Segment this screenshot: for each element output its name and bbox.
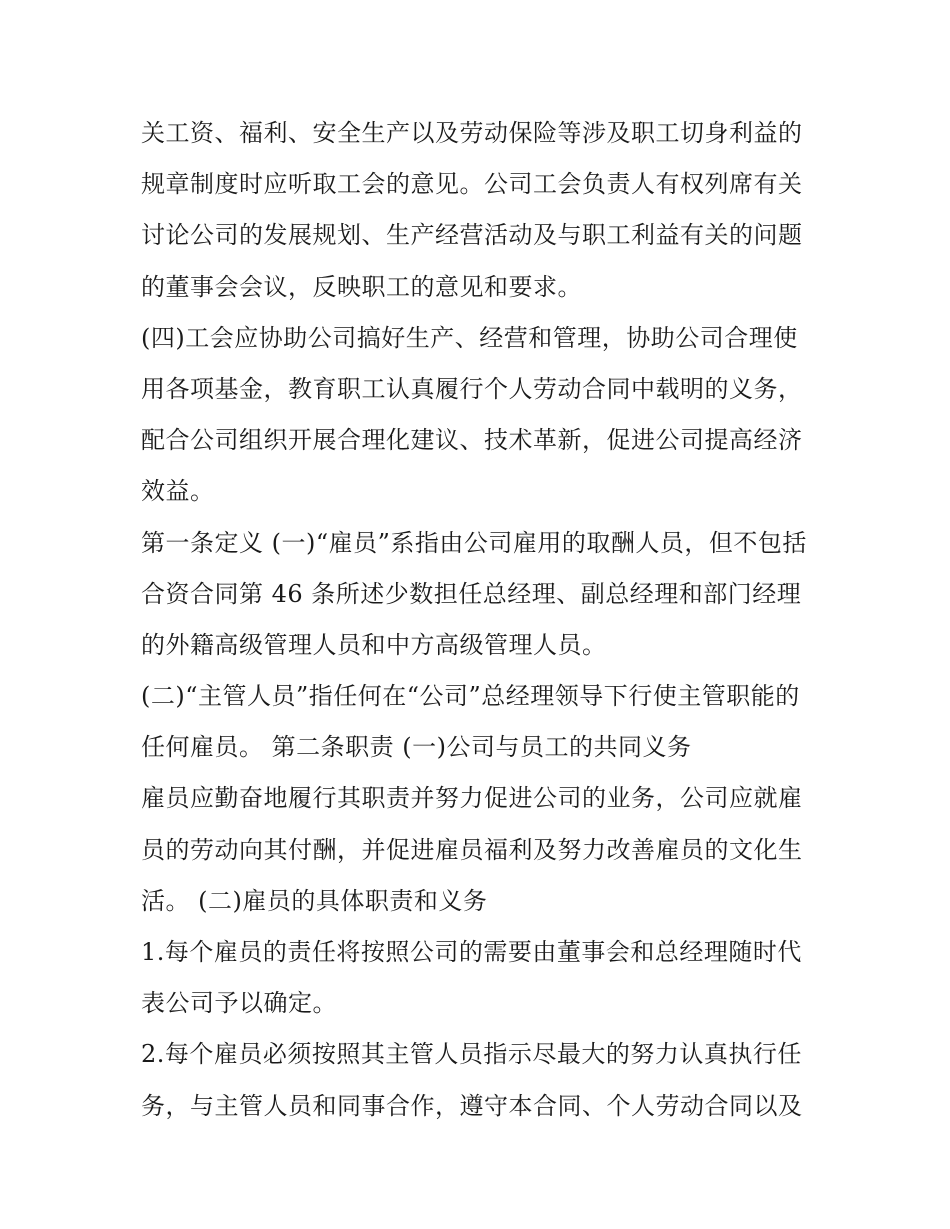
- text-line: 务，与主管人员和同事合作，遵守本合同、个人劳动合同以及: [141, 1091, 803, 1120]
- text-line: 雇员应勤奋地履行其职责并努力促进公司的业务，公司应就雇: [141, 784, 803, 813]
- text-line: 活。 (二)雇员的具体职责和义务: [141, 886, 488, 915]
- text-line: 表公司予以确定。: [141, 989, 337, 1018]
- text-line: (二)“主管人员”指任何在“公司”总经理领导下行使主管职能的: [141, 682, 800, 711]
- text-line: 的董事会会议，反映职工的意见和要求。: [141, 272, 582, 301]
- text-line: 2.每个雇员必须按照其主管人员指示尽最大的努力认真执行任: [141, 1040, 802, 1069]
- text-line: 规章制度时应听取工会的意见。公司工会负责人有权列席有关: [141, 170, 803, 199]
- text-line: 任何雇员。 第二条职责 (一)公司与员工的共同义务: [141, 733, 692, 762]
- text-line: 关工资、福利、安全生产以及劳动保险等涉及职工切身利益的: [141, 119, 803, 147]
- text-line: 员的劳动向其付酬，并促进雇员福利及努力改善雇员的文化生: [141, 835, 803, 864]
- text-line: (四)工会应协助公司搞好生产、经营和管理，协助公司合理使: [141, 323, 798, 352]
- text-line: 第一条定义 (一)“雇员”系指由公司雇用的取酬人员，但不包括: [141, 528, 807, 557]
- text-line: 效益。: [141, 477, 215, 506]
- text-line: 合资合同第 46 条所述少数担任总经理、副总经理和部门经理: [141, 579, 802, 608]
- text-line: 配合公司组织开展合理化建议、技术革新，促进公司提高经济: [141, 426, 803, 455]
- document-body: [141, 108, 821, 1132]
- text-line: 用各项基金，教育职工认真履行个人劳动合同中载明的义务，: [141, 374, 803, 403]
- text-line: 的外籍高级管理人员和中方高级管理人员。: [141, 630, 607, 659]
- text-line: 1.每个雇员的责任将按照公司的需要由董事会和总经理随时代: [141, 938, 802, 966]
- text-line: 讨论公司的发展规划、生产经营活动及与职工利益有关的问题: [141, 221, 803, 250]
